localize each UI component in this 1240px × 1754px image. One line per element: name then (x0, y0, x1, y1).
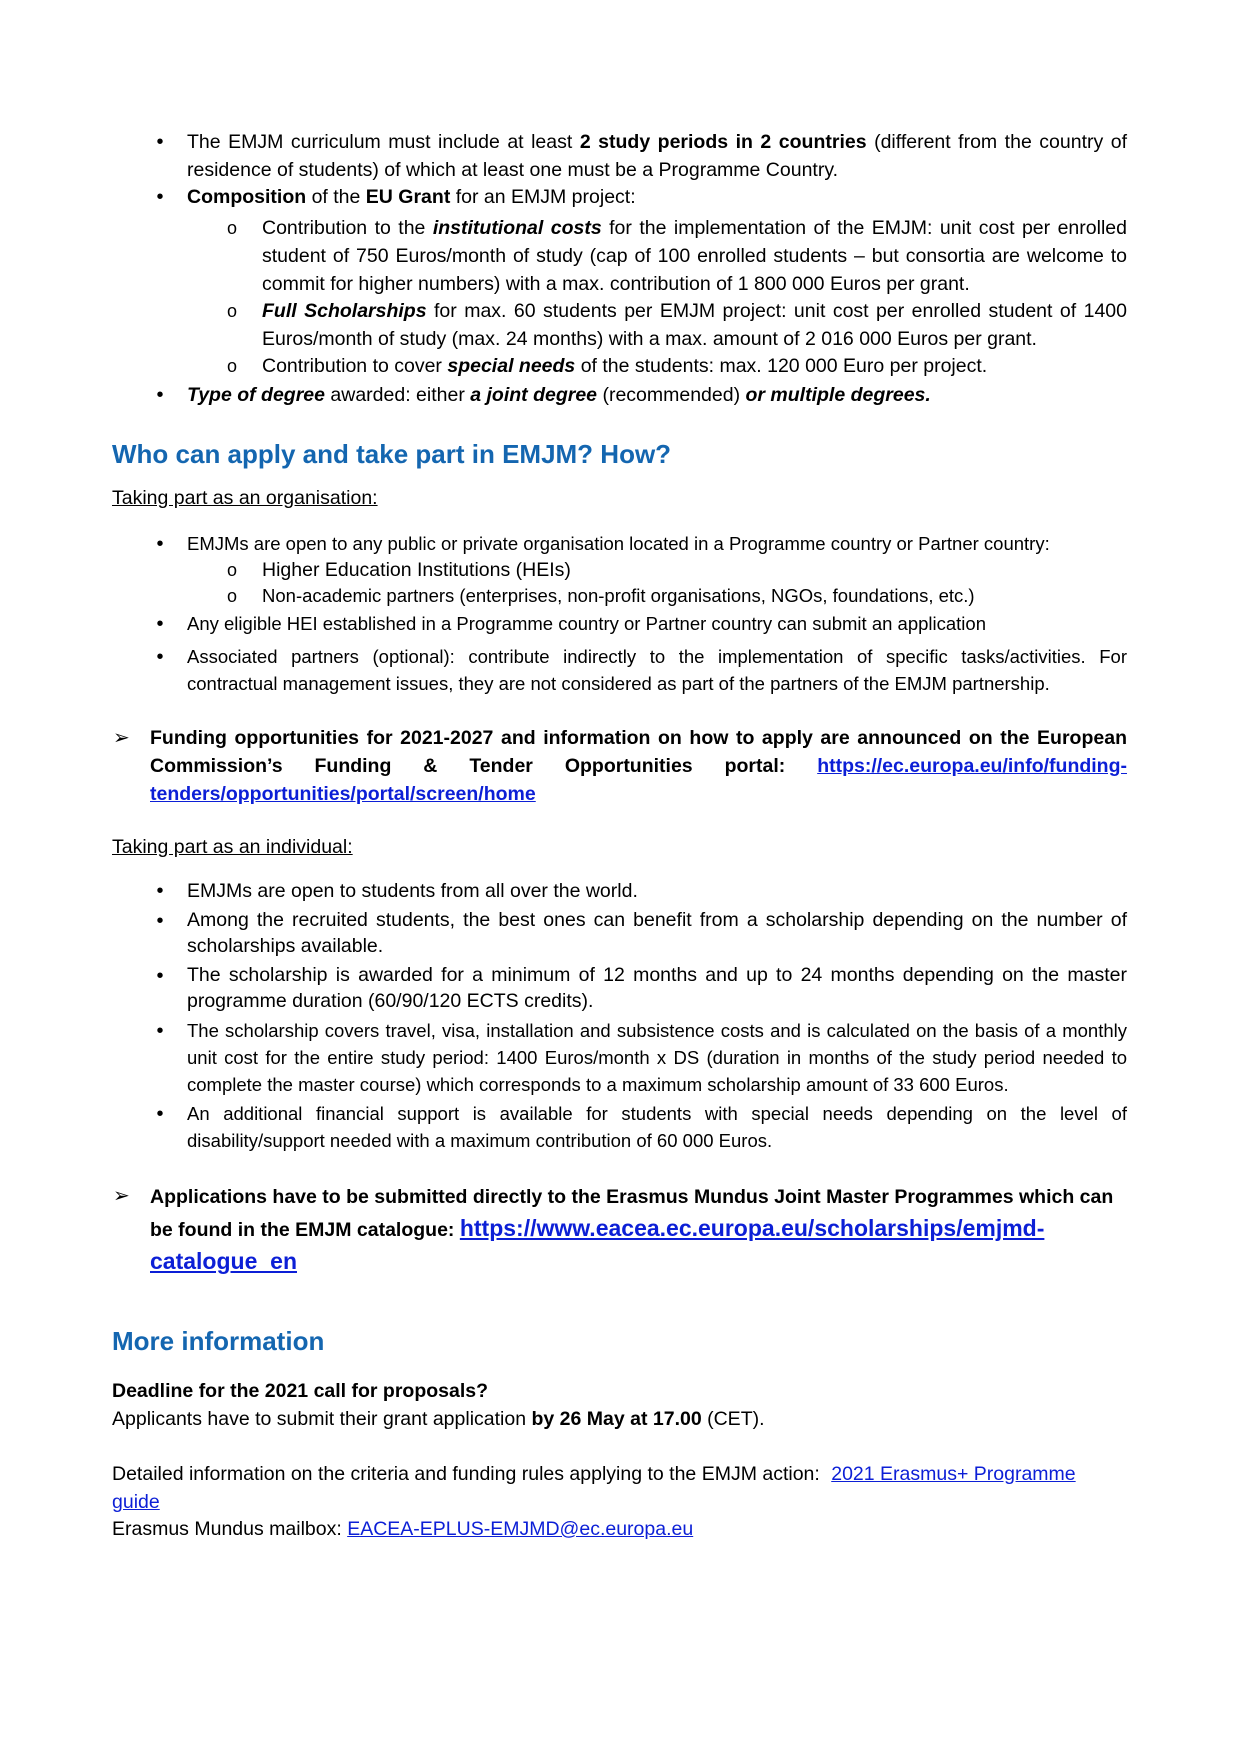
item-text: (recommended) (602, 384, 741, 406)
item-bold-text: Composition (187, 186, 307, 208)
bullet-icon: • (156, 1020, 164, 1042)
item-text: (different from the country of residence of students) of which at least one must be a Programme Country. (187, 131, 1128, 181)
item-text: The EMJM curriculum must include at least (187, 131, 573, 153)
item-text: Contribution to the (262, 217, 426, 239)
callout-text: Funding opportunities for 2021-2027 and information on how to apply are announced on the European Commission’s Funding & Tender Opportunities portal: (150, 727, 1127, 777)
item-bold-italic-text: institutional costs (432, 217, 602, 239)
sub-bullet-icon: o (226, 301, 237, 321)
subsection-label-individual: Taking part as an individual: (112, 836, 353, 858)
bullet-icon: • (156, 1103, 164, 1125)
item-bold-text: EU Grant (365, 186, 451, 208)
applications-callout (150, 1182, 1127, 1279)
item-text: of the (311, 186, 361, 208)
callout-text: Applications have to be submitted directly to the Erasmus Mundus Joint Master Programmes which can be found in the EMJM catalogue: (150, 1186, 1114, 1241)
item-bold-italic-text: special needs (447, 355, 576, 377)
sub-list-item (262, 214, 1127, 298)
mailbox-email-link[interactable]: EACEA-EPLUS-EMJMD@ec.europa.eu (347, 1518, 694, 1540)
section-heading-more-information: More information (112, 1326, 325, 1356)
bullet-icon: • (156, 910, 164, 932)
programme-guide-link[interactable]: 2021 Erasmus+ Programme guide (112, 1463, 1076, 1513)
subsection-label-organisation: Taking part as an organisation: (112, 487, 378, 509)
bullet-icon: • (156, 384, 164, 406)
item-bold-italic-text: Full Scholarships (262, 300, 427, 322)
bullet-icon: • (156, 186, 164, 208)
list-item: Any eligible HEI established in a Programme country or Partner country can submit an application (187, 613, 986, 634)
item-text: Erasmus Mundus mailbox: (112, 1518, 342, 1540)
item-text: for max. 60 students per EMJM project: unit cost per enrolled student of 1400 Euros/month of study (max. 24 months) with a max. amount of 2 016 000 Euros per grant. (262, 300, 1127, 350)
mailbox-text (112, 1515, 1127, 1543)
emjm-catalogue-link[interactable]: https://www.eacea.ec.europa.eu/scholarships/emjmd-catalogue_en (150, 1215, 1045, 1274)
item-bold-italic-text: Type of degree (187, 384, 325, 406)
item-text: Applicants have to submit their grant application (112, 1408, 527, 1430)
item-bold-italic-text: a joint degree (470, 384, 598, 406)
item-text: Detailed information on the criteria and funding rules applying to the EMJM action: (112, 1463, 820, 1485)
detailed-info-text (112, 1460, 1127, 1516)
item-text: for an EMJM project: (455, 186, 636, 208)
sub-bullet-icon: o (226, 218, 237, 238)
funding-portal-link[interactable]: https://ec.europa.eu/info/funding-tenders/opportunities/portal/screen/home (150, 755, 1127, 805)
arrow-bullet-icon: ➢ (113, 1185, 130, 1207)
list-item: EMJMs are open to students from all over the world. (187, 880, 638, 902)
sub-bullet-icon: o (226, 560, 237, 580)
bullet-icon: • (156, 965, 164, 987)
item-text: (CET). (707, 1408, 765, 1430)
list-item: The scholarship is awarded for a minimum of 12 months and up to 24 months depending on the master programme duration (60/90/120 ECTS credits). (187, 964, 1127, 1012)
list-item: Associated partners (optional): contribute indirectly to the implementation of specific tasks/activities. For contractual management issues, they are not considered as part of the partners of the EMJM partnership. (187, 646, 1127, 694)
list-item: Among the recruited students, the best ones can benefit from a scholarship depending on the number of scholarships available. (187, 909, 1127, 957)
section-heading-who-can-apply: Who can apply and take part in EMJM? How? (112, 439, 672, 469)
sub-bullet-icon: o (226, 356, 237, 376)
list-item: An additional financial support is available for students with special needs depending on the level of disability/support needed with a maximum contribution of 60 000 Euros. (187, 1103, 1127, 1151)
bullet-icon: • (156, 646, 164, 668)
deadline-question: Deadline for the 2021 call for proposals? (112, 1380, 489, 1402)
item-text: of the students: max. 120 000 Euro per project. (580, 355, 988, 377)
bullet-icon: • (156, 131, 164, 153)
deadline-text (112, 1405, 1127, 1433)
list-item: The scholarship covers travel, visa, installation and subsistence costs and is calculated on the basis of a monthly unit cost for the entire study period: 1400 Euros/month x DS (duration in months of the study period needed to complete the master course) which corresponds to a maximum scholarship amount of 33 600 Euros. (187, 1020, 1127, 1095)
item-text: awarded: either (330, 384, 465, 406)
arrow-bullet-icon: ➢ (113, 727, 130, 749)
item-bold-italic-text: or multiple degrees. (745, 384, 931, 406)
sub-list-item: Non-academic partners (enterprises, non-profit organisations, NGOs, foundations, etc.) (262, 585, 975, 606)
bullet-icon: • (156, 880, 164, 902)
funding-callout (150, 724, 1127, 808)
list-item (187, 183, 1127, 211)
sub-list-item (262, 297, 1127, 353)
list-item (187, 381, 1127, 409)
bullet-icon: • (156, 613, 164, 635)
list-item: EMJMs are open to any public or private organisation located in a Programme country or Partner country: (187, 533, 1050, 554)
sub-list-item: Higher Education Institutions (HEIs) (262, 559, 571, 581)
item-text: for the implementation of the EMJM: unit cost per enrolled student of 750 Euros/month of study (cap of 100 enrolled students – but consortia are welcome to commit for higher numbers) with a max. contribution of 1 800 000 Euros per grant. (262, 217, 1127, 295)
deadline-date: by 26 May at 17.00 (531, 1408, 702, 1430)
bullet-icon: • (156, 533, 164, 555)
sub-bullet-icon: o (226, 586, 237, 606)
sub-list-item (262, 352, 1127, 380)
item-bold-text: 2 study periods in 2 countries (579, 131, 867, 153)
list-item (187, 128, 1127, 184)
item-text: Contribution to cover (262, 355, 442, 377)
